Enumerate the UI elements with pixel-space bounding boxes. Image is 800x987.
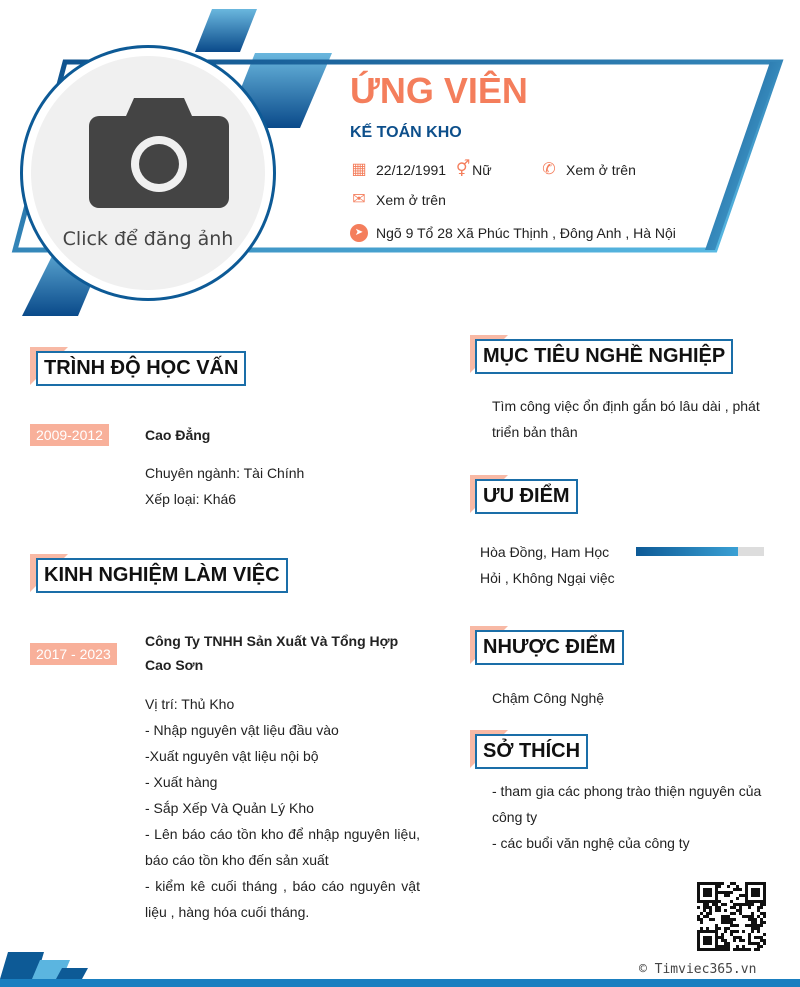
hobby-item: - tham gia các phong trào thiện nguyên của công ty [492, 783, 762, 825]
phone-icon: ✆ [542, 161, 556, 178]
strength-level-bar [636, 547, 764, 556]
location-icon: ➤ [350, 224, 368, 242]
gender-icon: ⚥ [455, 161, 471, 178]
candidate-name: ỨNG VIÊN [350, 70, 528, 111]
strength-item: Hòa Đồng, Ham Học Hỏi , Không Ngại việc [480, 544, 615, 586]
job-title: KẾ TOÁN KHO [350, 124, 462, 141]
gender: Nữ [472, 162, 492, 178]
education-grade: Xếp loại: Khá6 [145, 491, 237, 507]
email: Xem ở trên [376, 192, 446, 208]
copyright: © Timviec365.vn [636, 962, 759, 977]
phone: Xem ở trên [566, 162, 636, 178]
dob: 22/12/1991 [376, 162, 447, 178]
experience-title: KINH NGHIỆM LÀM VIỆC [36, 558, 288, 593]
experience-line: Vị trí: Thủ Kho [145, 696, 235, 712]
education-major: Chuyên ngành: Tài Chính [145, 465, 305, 481]
address-row [350, 224, 676, 242]
email-icon: ✉ [352, 191, 366, 208]
experience-company: Công Ty TNHH Sản Xuất Và Tổng Hợp Cao Sơn [145, 633, 399, 673]
experience-line: -Xuất nguyên vật liệu nội bộ [145, 748, 319, 764]
education-title: TRÌNH ĐỘ HỌC VẤN [36, 351, 246, 386]
experience-line: - Nhập nguyên vật liệu đầu vào [145, 722, 339, 738]
email-row [350, 191, 446, 209]
experience-line: - Sắp Xếp Và Quản Lý Kho [145, 800, 314, 816]
photo-upload[interactable] [20, 45, 276, 301]
address: Ngõ 9 Tổ 28 Xã Phúc Thịnh , Đông Anh , Hà Nội [376, 225, 676, 241]
experience-details [145, 691, 420, 925]
experience-line: - Lên báo cáo tồn kho để nhập nguyên liệu, báo cáo tồn kho đến sản xuất [145, 826, 420, 868]
calendar-icon: ▦ [351, 161, 367, 178]
experience-line: - Xuất hàng [145, 774, 218, 790]
hobbies-title: SỞ THÍCH [475, 734, 588, 769]
weaknesses-text: Chậm Công Nghệ [492, 690, 605, 706]
photo-label: Click để đăng ảnh [62, 228, 234, 250]
hobby-item: - các buổi văn nghệ của công ty [492, 835, 690, 851]
experience-period: 2017 - 2023 [30, 643, 117, 665]
education-school: Cao Đẳng [145, 427, 211, 443]
strengths-title: ƯU ĐIỂM [475, 479, 578, 514]
objective-title: MỤC TIÊU NGHỀ NGHIỆP [475, 339, 733, 374]
camera-icon [89, 98, 229, 208]
dob-row [350, 161, 492, 179]
experience-line: - kiểm kê cuối tháng , báo cáo nguyên vật liệu , hàng hóa cuối tháng. [145, 878, 420, 920]
hobbies-list [492, 778, 772, 856]
objective-text: Tìm công việc ổn định gắn bó lâu dài , phát triển bản thân [492, 398, 760, 440]
education-period: 2009-2012 [30, 424, 109, 446]
strength-level-fill [636, 547, 738, 556]
weaknesses-title: NHƯỢC ĐIỂM [475, 630, 624, 665]
phone-row [540, 161, 636, 179]
qr-code-icon [696, 881, 767, 952]
